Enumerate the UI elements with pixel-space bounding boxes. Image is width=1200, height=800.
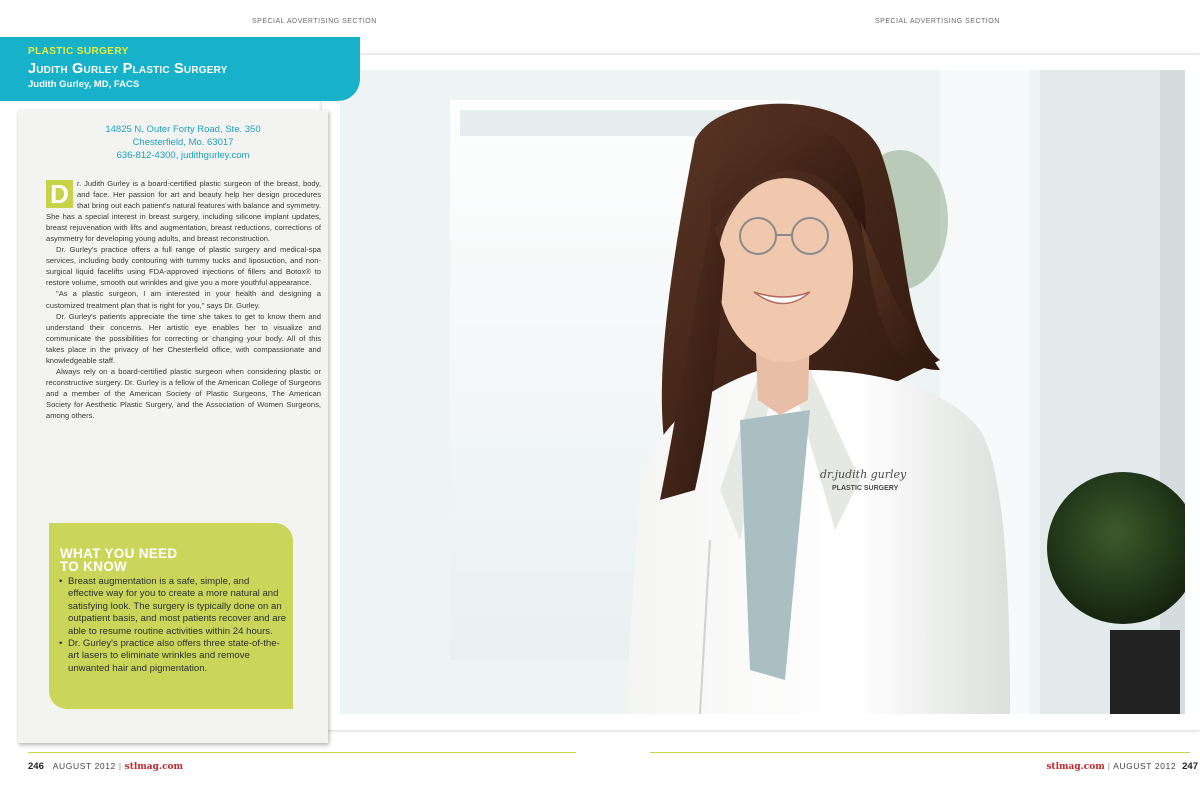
brand-logo-left: stlmag.com <box>124 762 184 772</box>
callout-title-line: TO KNOW <box>60 559 128 574</box>
brand-logo-right: stlmag.com <box>1046 762 1105 772</box>
portrait-illustration <box>340 70 1185 714</box>
advertising-section-label-right: SPECIAL ADVERTISING SECTION <box>875 18 1000 25</box>
advertising-section-label-left: SPECIAL ADVERTISING SECTION <box>252 18 377 25</box>
issue-date-right: AUGUST 2012 <box>1113 761 1177 771</box>
coat-logo-caption: PLASTIC SURGERY <box>832 485 899 492</box>
footer-rule-left <box>28 752 576 753</box>
drop-cap: D <box>46 180 73 208</box>
article-paragraph: Dr. Gurley's patients appreciate the time she takes to get to know them and understand their concerns. Her artistic eye enables her to visualize and communicate the possibilities for correcting or changing your body. All of this takes place in the privacy of her Chesterfield office, with compassionate and knowledgeable staff. <box>46 311 321 365</box>
coat-logo-script: dr.judith gurley <box>820 468 907 481</box>
callout-bullet: • Dr. Gurley's practice also offers three state-of-the-art lasers to eliminate wrinkles and remove unwanted hair and pigmentation. <box>59 638 287 675</box>
article-paragraph: Always rely on a board-certified plastic surgeon when considering plastic or reconstructive surgery. Dr. Gurley is a fellow of the American College of Surgeons and a member of the American Society of Plastic Surgeons, The American Society for Aesthetic Plastic Surgery, and the Association of Women Surgeons, among others. <box>46 366 321 420</box>
callout-title-line: WHAT YOU NEED <box>60 546 178 561</box>
folio-right <box>1046 761 1198 772</box>
address-contact: 636-812-4300, judithgurley.com <box>116 150 250 161</box>
page-number-left: 246 <box>28 761 44 772</box>
article-paragraph: "As a plastic surgeon, I am interested in your health and designing a customized treatment plan that is right for you," says Dr. Gurley. <box>46 289 321 310</box>
address-street: 14825 N. Outer Forty Road, Ste. 350 <box>105 124 261 135</box>
paragraph-text: r. Judith Gurley is a board-certified plastic surgeon of the breast, body, and face. Her passion for art and beauty help her design procedures that bring out each patient's natural features with balance and symmetry. She has a special interest in breast surgery, including silicone implant updates, breast rejuvenation with lifts and augmentation, breast reductions, corrections of asymmetry for developing young adults, and breast reconstruction. <box>46 179 321 244</box>
folio-separator: | <box>1107 761 1111 771</box>
article-body <box>46 178 321 421</box>
address-city: Chesterfield, Mo. 63017 <box>132 137 234 148</box>
header-tab <box>0 37 360 101</box>
doctor-name: Judith Gurley, MD, FACS <box>28 79 140 90</box>
footer-rule-right <box>650 752 1190 753</box>
address-block <box>18 123 348 162</box>
callout-list <box>59 576 287 675</box>
callout-bullet: • Breast augmentation is a safe, simple, and effective way for you to create a more natural and satisfying look. The surgery is typically done on an outpatient basis, and most patients recover and are able to resume routine activities within 24 hours. <box>59 576 287 638</box>
folio-left <box>28 761 183 772</box>
callout-title <box>60 547 280 573</box>
issue-date-left: AUGUST 2012 <box>52 761 116 771</box>
article-paragraph <box>46 178 321 244</box>
practice-name: Judith Gurley Plastic Surgery <box>28 61 228 77</box>
article-paragraph: Dr. Gurley's practice offers a full range of plastic surgery and medical-spa services, including body contouring with tummy tucks and liposuction, and non-surgical liquid facelifts using FDA-approved injections of fillers and Botox® to restore volume, smooth out wrinkles and give you a more youthful appearance. <box>46 245 321 288</box>
page-number-right: 247 <box>1182 761 1198 772</box>
what-you-need-to-know-callout <box>49 523 293 709</box>
folio-separator: | <box>118 761 122 771</box>
doctor-portrait-photo <box>340 70 1185 714</box>
section-label: PLASTIC SURGERY <box>28 46 129 57</box>
